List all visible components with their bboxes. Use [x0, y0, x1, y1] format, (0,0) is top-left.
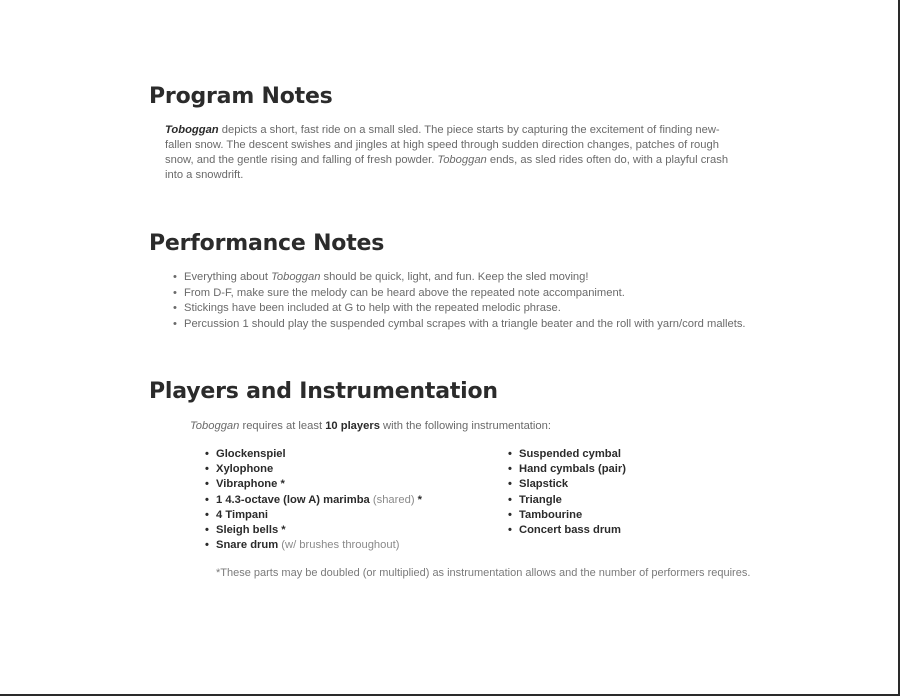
list-item: [171, 270, 746, 286]
program-notes-title-2: Toboggan: [437, 154, 487, 166]
list-item: • Stickings have been included at G to help with the repeated melodic phrase.: [171, 301, 746, 317]
program-notes-title: Toboggan: [165, 124, 219, 136]
instrumentation-right-list: [508, 447, 626, 538]
list-item: • Hand cymbals (pair): [508, 462, 626, 477]
performance-notes-heading: Performance Notes: [149, 231, 385, 256]
instrument-name: 1 4.3-octave (low A) marimba: [216, 493, 370, 506]
list-item: • Concert bass drum: [508, 523, 626, 538]
footnote: *These parts may be doubled (or multiplied) as instrumentation allows and the number of performers requires.: [216, 567, 751, 579]
instrument-note: (w/ brushes throughout): [278, 539, 400, 552]
instrumentation-left-list: [205, 447, 422, 553]
intro-player-count: 10 players: [325, 420, 380, 432]
players-heading: Players and Instrumentation: [149, 379, 498, 404]
intro-text: requires at least: [239, 420, 326, 432]
list-item: • Vibraphone *: [205, 477, 422, 492]
performance-notes-list: [171, 270, 746, 332]
list-item: • Glockenspiel: [205, 447, 422, 462]
list-item: • Slapstick: [508, 477, 626, 492]
program-notes-text-2: ends, as sled rides often do, with a playful crash into a snowdrift.: [165, 154, 729, 181]
bullet-italic-title: Toboggan: [271, 271, 321, 283]
list-item: • From D-F, make sure the melody can be heard above the repeated note accompaniment.: [171, 286, 746, 302]
instrument-note: (shared): [369, 493, 418, 506]
instrument-name: Snare drum: [216, 539, 279, 552]
list-item: • 4 Timpani: [205, 508, 422, 523]
players-intro: [190, 419, 551, 434]
list-item: • Triangle: [508, 493, 626, 508]
list-item: [205, 538, 422, 553]
program-notes-heading: Program Notes: [149, 84, 333, 109]
program-notes-paragraph: [165, 123, 745, 183]
intro-text: with the following instrumentation:: [379, 420, 551, 432]
program-notes-text-1: depicts a short, fast ride on a small sled. The piece starts by capturing the excitement of finding new-fallen snow. The descent swishes and jingles at high speed through sudden direction changes, patches of rough snow, and the gentle rising and falling of fresh powder.: [165, 124, 720, 166]
footnote-marker: *: [417, 493, 423, 506]
bullet-text: Everything about: [184, 271, 272, 283]
list-item: • Xylophone: [205, 462, 422, 477]
list-item: • Tambourine: [508, 508, 626, 523]
list-item: [205, 493, 422, 508]
intro-italic-title: Toboggan: [190, 420, 240, 432]
list-item: • Suspended cymbal: [508, 447, 626, 462]
bullet-text: should be quick, light, and fun. Keep the sled moving!: [320, 271, 589, 283]
list-item: • Sleigh bells *: [205, 523, 422, 538]
list-item: • Percussion 1 should play the suspended cymbal scrapes with a triangle beater and the roll with yarn/cord mallets.: [171, 317, 746, 333]
